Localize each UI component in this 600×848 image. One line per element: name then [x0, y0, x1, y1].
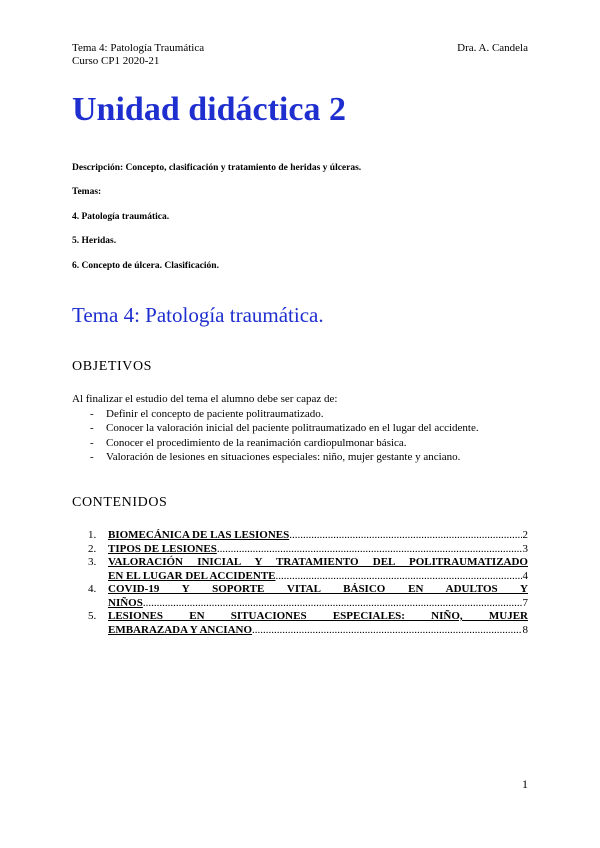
unit-description: Descripción: Concepto, clasificación y tratamiento de heridas y úlceras.	[72, 163, 362, 173]
unit-title: Unidad didáctica 2	[72, 91, 346, 128]
toc-title: LESIONES EN SITUACIONES ESPECIALES: NIÑO, MUJER	[108, 610, 528, 622]
topics-label: Temas:	[72, 187, 102, 197]
topic-item: 6. Concepto de úlcera. Clasificación.	[72, 261, 219, 271]
bullet-dash: -	[90, 408, 94, 420]
toc-page: 7	[522, 596, 528, 609]
toc-entry[interactable]	[88, 610, 528, 637]
contents-heading: CONTENIDOS	[72, 495, 168, 510]
objective-item	[90, 436, 479, 450]
toc-number: 1.	[88, 529, 97, 541]
header-course-topic: Tema 4: Patología Traumática	[72, 42, 205, 54]
toc-entry[interactable]	[88, 543, 528, 557]
toc-entry[interactable]	[88, 583, 528, 610]
toc-leader	[276, 570, 522, 584]
toc-page: 2	[522, 529, 528, 541]
topic-item: 5. Heridas.	[72, 236, 117, 246]
toc-number: 5.	[88, 610, 97, 622]
objective-text: Conocer la valoración inicial del paciente politraumatizado en el lugar del accidente.	[106, 422, 479, 435]
toc-title: COVID-19 Y SOPORTE VITAL BÁSICO EN ADULTOS Y	[108, 583, 528, 595]
bullet-dash: -	[90, 451, 94, 464]
header-author: Dra. A. Candela	[457, 42, 528, 54]
toc-leader	[289, 529, 521, 543]
toc-number: 2.	[88, 542, 97, 555]
table-of-contents	[88, 529, 528, 637]
header-left	[72, 42, 204, 68]
toc-entry[interactable]	[88, 529, 528, 543]
toc-number: 3.	[88, 556, 97, 568]
objective-text: Definir el concepto de paciente politraumatizado.	[106, 408, 324, 420]
tema-title: Tema 4: Patología traumática.	[72, 303, 324, 327]
toc-leader	[252, 624, 521, 638]
toc-title: BIOMECÁNICA DE LAS LESIONES	[108, 529, 290, 541]
toc-leader	[143, 597, 522, 611]
toc-entry[interactable]	[88, 556, 528, 583]
toc-title-cont: EN EL LUGAR DEL ACCIDENTE	[108, 569, 276, 582]
bullet-dash: -	[90, 422, 94, 435]
objective-item	[90, 407, 479, 421]
page-number: 1	[522, 777, 528, 791]
objective-item	[90, 450, 479, 464]
toc-leader	[217, 543, 522, 557]
toc-page: 8	[522, 623, 528, 636]
header-course-year: Curso CP1 2020-21	[72, 55, 160, 67]
toc-page: 3	[522, 542, 528, 555]
topic-item: 4. Patología traumática.	[72, 212, 170, 222]
objective-text: Conocer el procedimiento de la reanimación cardiopulmonar básica.	[106, 436, 407, 449]
bullet-dash: -	[90, 436, 94, 449]
toc-title: VALORACIÓN INICIAL Y TRATAMIENTO DEL POLITRAUMATIZADO	[108, 556, 528, 568]
toc-title-cont: NIÑOS	[108, 596, 143, 609]
objectives-heading: OBJETIVOS	[72, 359, 153, 374]
toc-page: 4	[522, 569, 528, 582]
toc-number: 4.	[88, 583, 97, 595]
objectives-intro: Al finalizar el estudio del tema el alumno debe ser capaz de:	[72, 393, 338, 405]
objectives-list	[90, 407, 479, 465]
objective-item	[90, 421, 479, 435]
toc-title-cont: EMBARAZADA Y ANCIANO	[108, 623, 253, 636]
toc-title: TIPOS DE LESIONES	[108, 542, 217, 555]
objective-text: Valoración de lesiones en situaciones especiales: niño, mujer gestante y anciano.	[106, 451, 461, 464]
